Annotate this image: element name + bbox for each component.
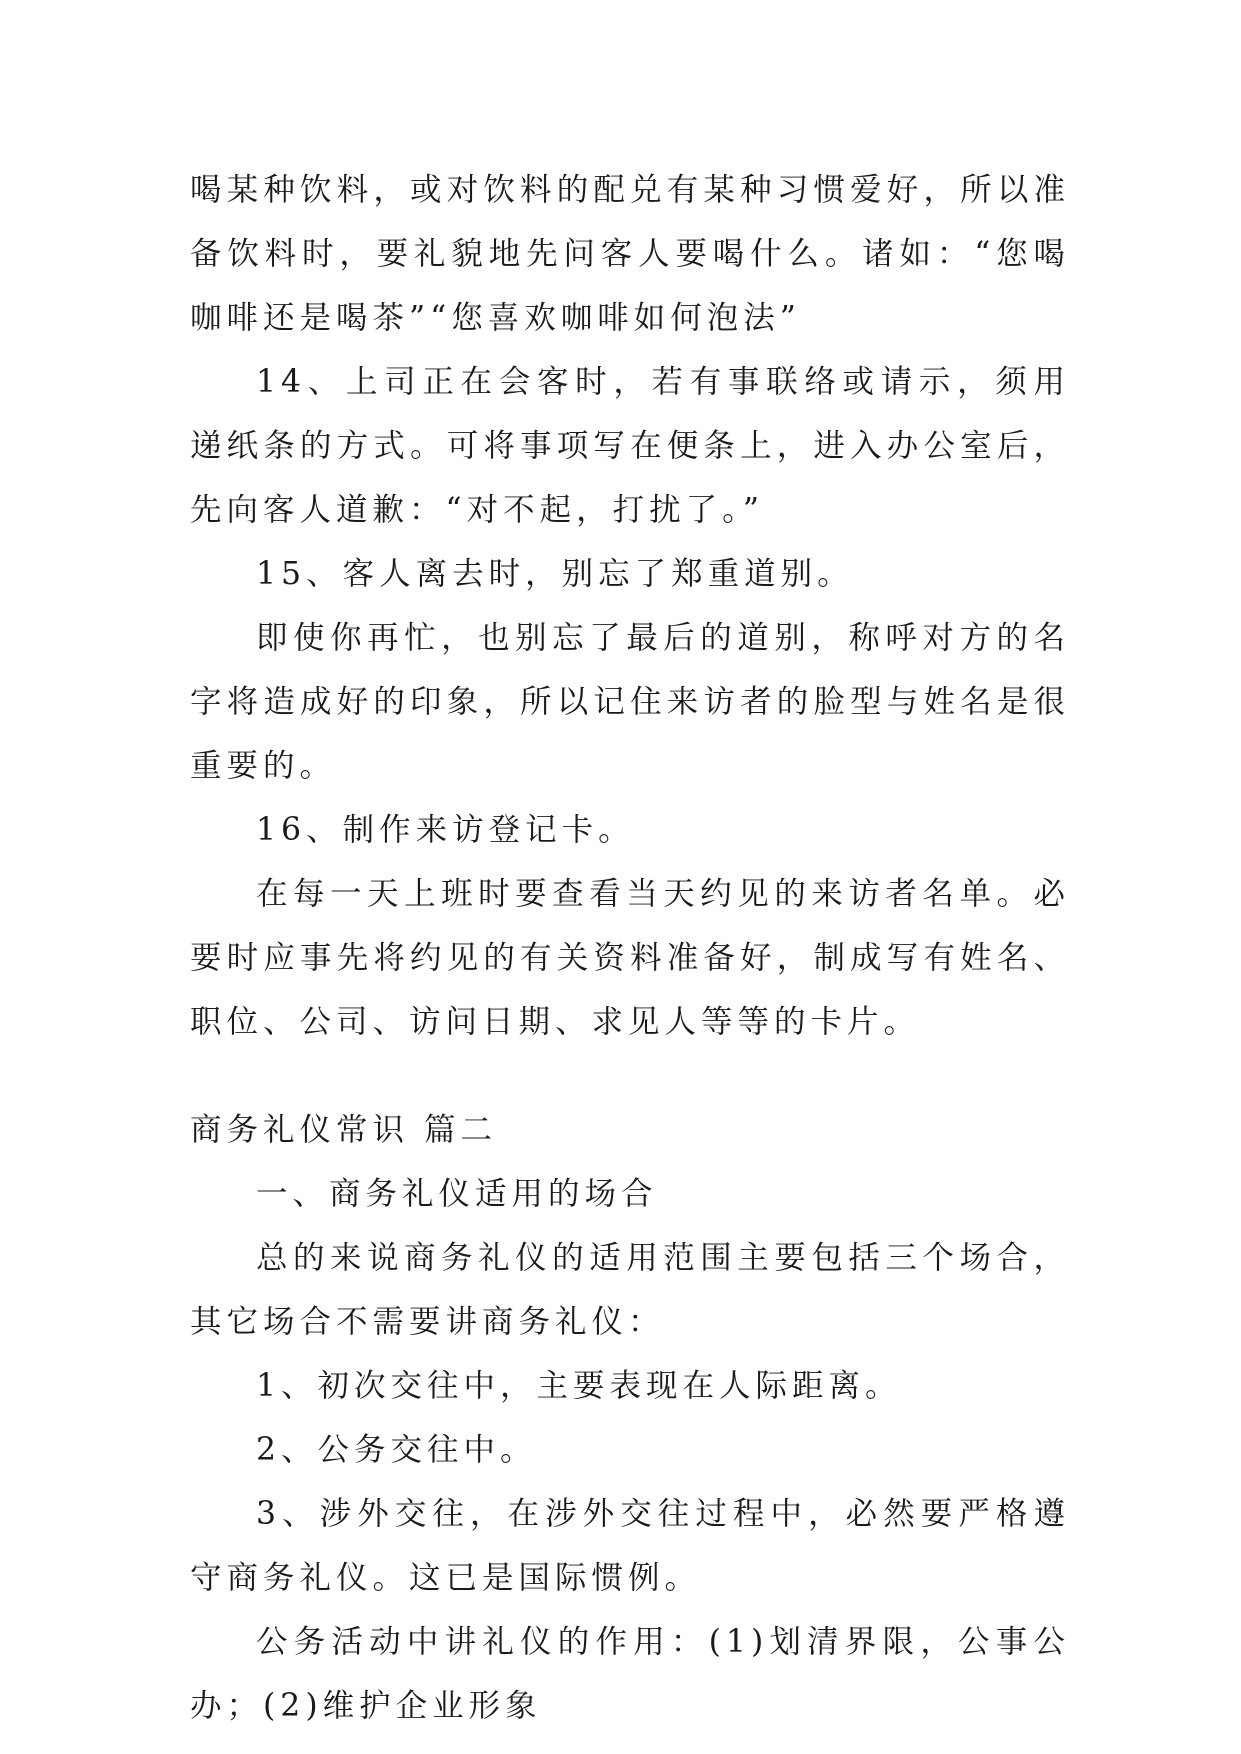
paragraph-etiquette-roles: 公务活动中讲礼仪的作用：(1)划清界限，公事公办；(2)维护企业形象 (190, 1624, 1070, 1724)
paragraph-item-16: 16、制作来访登记卡。 (256, 812, 635, 848)
paragraph-occasion-3: 3、涉外交往，在涉外交往过程中，必然要严格遵守商务礼仪。这已是国际惯例。 (190, 1496, 1070, 1596)
paragraph-beverage-continued: 喝某种饮料，或对饮料的配兑有某种习惯爱好，所以准备饮料时，要礼貌地先问客人要喝什么。诸如：“您喝咖啡还是喝茶”“您喜欢咖啡如何泡法” (190, 172, 1070, 336)
paragraph-heading-one: 一、商务礼仪适用的场合 (256, 1176, 658, 1212)
paragraph-visitor-card-detail: 在每一天上班时要查看当天约见的来访者名单。必要时应事先将约见的有关资料准备好，制成写有姓名、职位、公司、访问日期、求见人等等的卡片。 (190, 876, 1070, 1040)
paragraph-farewell-detail: 即使你再忙，也别忘了最后的道别，称呼对方的名字将造成好的印象，所以记住来访者的脸型与姓名是很重要的。 (190, 620, 1070, 784)
paragraph-item-15: 15、客人离去时，别忘了郑重道别。 (256, 556, 854, 592)
section-title: 商务礼仪常识 篇二 (190, 1112, 498, 1148)
paragraph-scope-summary: 总的来说商务礼仪的适用范围主要包括三个场合，其它场合不需要讲商务礼仪： (190, 1240, 1070, 1340)
paragraph-occasion-2: 2、公务交往中。 (256, 1432, 537, 1468)
paragraph-item-14: 14、上司正在会客时，若有事联络或请示，须用递纸条的方式。可将事项写在便条上，进入办公室后，先向客人道歉：“对不起，打扰了。” (190, 364, 1070, 528)
paragraph-occasion-1: 1、初次交往中，主要表现在人际距离。 (256, 1368, 902, 1404)
document-page (190, 158, 1070, 1738)
